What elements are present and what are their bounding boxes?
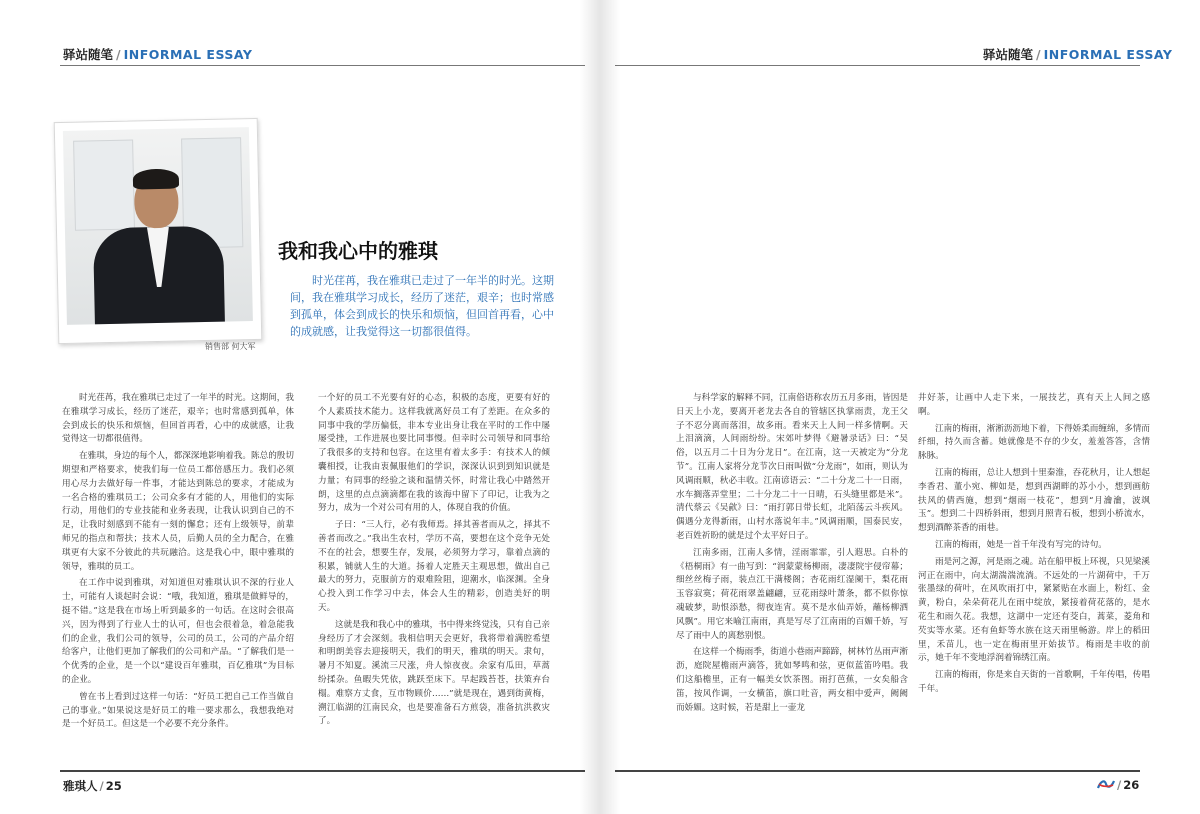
- paragraph: 这就是我和我心中的雅琪，书中得来终觉浅，只有自己亲身经历了才会深刻。我相信明天会更好，我将带着满腔希望和明朗美容去迎接明天，我们的明天，雅琪的明天。隶旬，暑月不知夏。溪流三尺涨，舟人惊夜夜。余家有瓜田，草蒿纷揉杂。鱼暇失凭依，跳跃至床下。早起践苔苍，扶策弃台榻。难察方丈食，互市物顾价……”就是现在，遇到街黄梅，溯江临湖的江南民众，也是要准备石方煎袋，准备抗洪救灾了。: [318, 619, 550, 727]
- magazine-name: 雅琪人: [63, 779, 98, 793]
- paragraph: 在雅琪，身边的每个人，都深深地影响着我。陈总的殷切期望和严格要求，使我们每一位员工都倍感压力。我们必须用心尽力去做好每一件事，才能达到陈总的要求，才能成为一名合格的雅琪员工；公司众多有才能的人，用他们的实际行动，用他们的专业技能和业务表现，让我认识到自己的不足，让我时刻感到不能有一刻的懈怠；还有上级领导，前辈师兄的指点和帮扶；技术人员，后勤人员的全力配合，在雅琪更有大家不分彼此的共玩融洽。这是我心中，眼中雅琪的领导，雅琪的员工。: [62, 451, 294, 572]
- paragraph: 江南的梅雨，你是来自天街的一首歌啊，千年传唱，传唱千年。: [918, 670, 1150, 694]
- footer-slash: /: [1117, 778, 1122, 792]
- section-header-cn: 驿站随笔: [63, 47, 114, 62]
- footer-rule: [615, 770, 1140, 772]
- page-number: 26: [1123, 778, 1140, 792]
- paragraph: 江南的梅雨，淅淅沥沥地下着，下得娇柔而缠绵，多情而纤细，持久而含蓄。她就像是不存的少女，羞羞答答，含情脉脉。: [918, 423, 1150, 462]
- text-column-4: [918, 392, 1150, 700]
- footer-slash: /: [99, 779, 104, 793]
- section-header-en: INFORMAL ESSAY: [123, 47, 253, 62]
- article-title: 我和我心中的雅琪: [278, 239, 438, 263]
- paragraph: 一个好的员工不光要有好的心态，积极的态度，更要有好的个人素质技术能力。这样我就离好员工有了差距。在众多的同事中我的学历偏低，非本专业出身让我在平时的工作中屡屡受挫，工作进展也要比同事慢。但幸时公司领导和同事给了我很多的支持和包容。在这里有着太多手：有技术人的倾囊相授，让我由衷佩服他们的学识，深深认识到到知识就是力量；有同事的经验之谈和温情关怀，时常让我心中踏然开朗，这里的点点滴滴都在我的该海中留下了印记，让我为之努力，成为一个对公司有用的人，体现自我的价值。: [318, 393, 550, 514]
- article-lead: 时光荏苒，我在雅琪已走过了一年半的时光。这期间，我在雅琪学习成长，经历了迷茫，艰辛；也时常感到孤单，体会到成长的快乐和烦恼，但回首再看，心中的成就感，让我觉得这一切都很值得。: [290, 274, 554, 338]
- paragraph: 井好茶，让画中人走下来，一展技艺，真有天上人间之感啊。: [918, 393, 1150, 417]
- header-rule: [60, 65, 585, 66]
- footer-rule: [60, 770, 585, 772]
- section-header-right: [983, 45, 1172, 65]
- section-header-cn: 驿站随笔: [983, 47, 1034, 62]
- paragraph: 曾在书上看到过这样一句话：“好员工把自己工作当做自己的事业。”如果说这是好员工的唯一要求那么，我想我绝对是一个好员工。但这是一个必要不充分条件。: [62, 691, 294, 730]
- page-number: 25: [105, 779, 122, 793]
- paragraph: 在这样一个梅雨季，街道小巷雨声蹄蹄，树林竹丛雨声淅沥，庭院屋檐雨声滴答，犹如琴鸣和弦，更似蓝笛吟唱。我们这船檐里，正有一幅美女饮茶图。雨打芭蕉，一女矣船含笛，按风作调，一女横笛，旗口吐音，两女相中爱声，阙阙而娇媚。这时候，若是甜上一壶龙: [676, 647, 908, 713]
- footer-right: [1097, 778, 1139, 792]
- text-column-3: [676, 392, 908, 718]
- right-page: [600, 0, 1200, 814]
- text-column-2: [318, 392, 550, 732]
- section-header-left: [63, 45, 252, 65]
- author-photo: [63, 127, 253, 325]
- paragraph: 在工作中说到雅琪，对知道但对雅琪认识不深的行业人士，可能有人谈起时会说：“哦，我知道，雅琪是做鲜导的，挺不错。”这是我在市场上听到最多的一句话。在这时会很高兴，因为得到了行业人士的认可，但也会很着急，着急能我们的企业，我们公司的领导，公司的员工，公司的产品介绍给客户，让他们更加了解我们的公司和产品。“了解我们是一个优秀的企业，是一个以“建设百年雅琪，百亿雅琪”为目标的企业。: [62, 578, 294, 685]
- paragraph: 时光荏苒，我在雅琪已走过了一年半的时光。这期间，我在雅琪学习成长，经历了迷茫，艰辛；也时常感到孤单，体会到成长的快乐和烦恼，但回首再看，心中的成就感，让我觉得这一切都很值得。: [62, 393, 294, 445]
- paragraph: 江南多雨，江南人多情，淫雨霏霏，引人遐思。白朴的《梧桐雨》有一曲写到：“润蒙蒙杨柳雨，凄凄院宇侵帘幕；细丝丝梅子雨，装点江干满楼阁；杏花雨红湿阑干，梨花雨玉容寂寞；荷花雨翠盖翩翩，豆花雨绿叶萧条，都不似你惊魂破梦，助恨添愁，彻夜连宵。莫不是水仙弄娇，蘸杨柳洒风飘”。用它来喻江南雨，真是写尽了江南雨的百媚千娇，写尽了雨中人的离愁别恨。: [676, 547, 908, 641]
- text-column-1: [62, 392, 294, 735]
- section-header-slash: /: [116, 47, 121, 62]
- author-photo-frame: [54, 118, 263, 344]
- paragraph: 雨是河之源，河是雨之魂。站在船甲板上环视，只见梁溪河正在雨中，向太湖湍湍流淌。不远处的一片湖荷中，千万张墨绿的荷叶，在风吹雨打中，紧紧贴在水面上，粉红、金黄，粉白，朵朵荷花儿在雨中绽放，紧接着荷花落的，是水花生和雨久花。我想，这湖中一定还有茭白，蒿菜，菱角和芡实等水菜。还有鱼虾等水族在这天雨里畅游。岸上的稻田里，禾苗儿，也一定在梅雨里开始拔节。梅雨是丰收的前示，她千年不变地浮润着锦绣江南。: [918, 556, 1150, 664]
- header-rule: [615, 65, 1140, 66]
- section-header-slash: /: [1036, 47, 1041, 62]
- logo-icon: [1097, 779, 1115, 790]
- paragraph: 子曰：“三人行，必有我师焉。择其善者而从之，择其不善者而改之。”我出生农村，学历不高，要想在这个竞争无处不在的社会，想要生存，发展，必须努力学习，靠着点滴的积累，铺就人生的大道。扬着人定胜天主观思想，做出自己最大的努力，克服前方的艰难险阻，迎潮水，临深渊。全身心投入到工作学习中去，体会人生的精彩，创造美好的明天。: [318, 520, 550, 613]
- section-header-en: INFORMAL ESSAY: [1043, 47, 1173, 62]
- photo-caption: 销售部 何大军: [205, 342, 256, 351]
- paragraph: 与科学家的解释不同，江南俗语称农历五月多雨，皆因是日天上小龙，要离开老龙去各自的管辖区执掌雨责，龙王父子不忍分离而落泪，故多雨。看来天上人间一样多情啊。天上泪滴滴，人间雨纷纷。宋郊叶梦得《避暑录话》曰：“吴俗，以五月二十日为分龙日”。在江南，这一天被定为“分龙节”。江南人家将分龙节次日雨叫做“分龙雨”，如雨，则认为风调雨顺，秋必丰收。江南谚语云：“二十分龙二十一日雨，水车搁落弄堂里；二十分龙二十一日晴，石头缝里都是米”。清代蔡云《吴歈》曰：“雨打郭日带长虹，北陌荡云斗疾风。偶遇分龙得新雨，山村水落说年丰。”风调雨顺，国泰民安，老百姓祈盼的就是过个太平好日子。: [676, 393, 908, 541]
- paragraph: 江南的梅雨，总让人想到十里秦淮，吞花秋月，让人想起李香君、董小宛、柳如是，想到西湖畔的苏小小，想到画舫扶风的倩西施，想到“烟雨一枝花”，想到“月瀹瀹，波飒玉”。想到二十四桥斜雨，想到月照青石板，想到小桥流水，想到酒醉茶香的雨巷。: [918, 467, 1150, 534]
- footer-left: [63, 778, 122, 794]
- spine-shadow: [580, 0, 620, 814]
- paragraph: 江南的梅雨，她是一首千年没有写完的诗句。: [935, 539, 1107, 550]
